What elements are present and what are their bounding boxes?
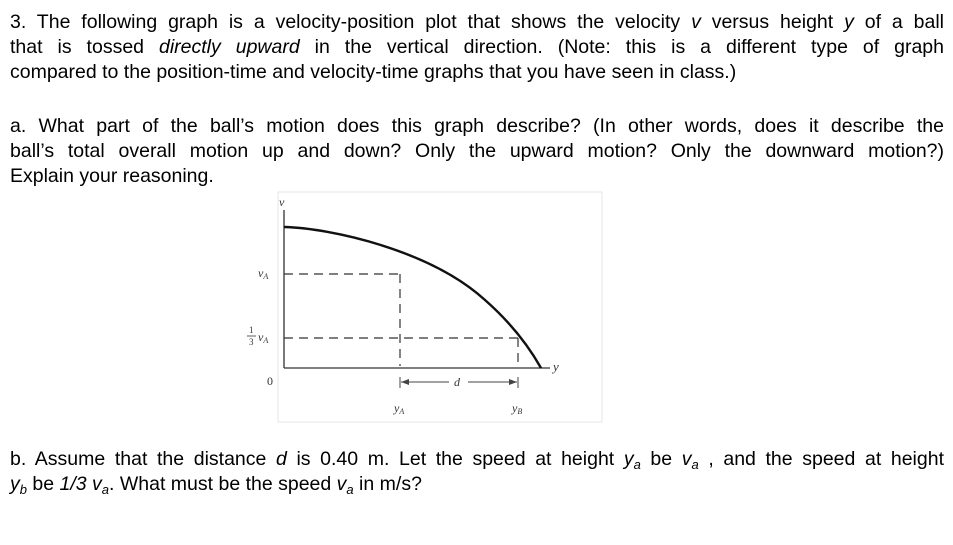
velocity-curve [284, 227, 541, 368]
v-axis-label: v [279, 195, 285, 209]
third-denominator: 3 [249, 337, 254, 347]
yB-label: yB [512, 401, 523, 416]
part-b-text [10, 447, 944, 497]
vA-label: vA [258, 266, 269, 281]
d-label: d [454, 375, 460, 389]
d-arrowhead-left [401, 379, 409, 385]
part-a-line-1: a. What part of the ball’s motion does this graph describe? (In other words, does it describe the [10, 115, 944, 137]
y-axis-label: y [553, 359, 559, 374]
third-vA-label: vA [258, 330, 269, 345]
part-b-line-1: b. Assume that the distance d is 0.40 m. Let the speed at height $y_a$ be $v_a$ , and the speed at height [10, 448, 944, 472]
part-a-line-3: Explain your reasoning. [10, 165, 214, 187]
part-a-line-2: ball’s total overall motion up and down? Only the upward motion? Only the downward motion?) [10, 140, 944, 162]
question-3-line-1: 3. The following graph is a velocity-position plot that shows the velocity v versus height y of a ball [10, 11, 944, 33]
d-arrowhead-right [509, 379, 517, 385]
figure-frame [278, 192, 602, 422]
origin-label: 0 [267, 374, 273, 388]
question-3-line-2: that is tossed directly upward in the vertical direction. (Note: this is a different type of graph [10, 36, 944, 58]
yA-label: yA [394, 401, 405, 416]
part-b-line-2: $y_b$ be 1/3 $v_a$. What must be the speed $v_a$ in m/s? [10, 473, 422, 497]
question-3-line-3: compared to the position-time and velocity-time graphs that you have seen in class.) [10, 61, 737, 83]
third-numerator: 1 [249, 325, 254, 335]
